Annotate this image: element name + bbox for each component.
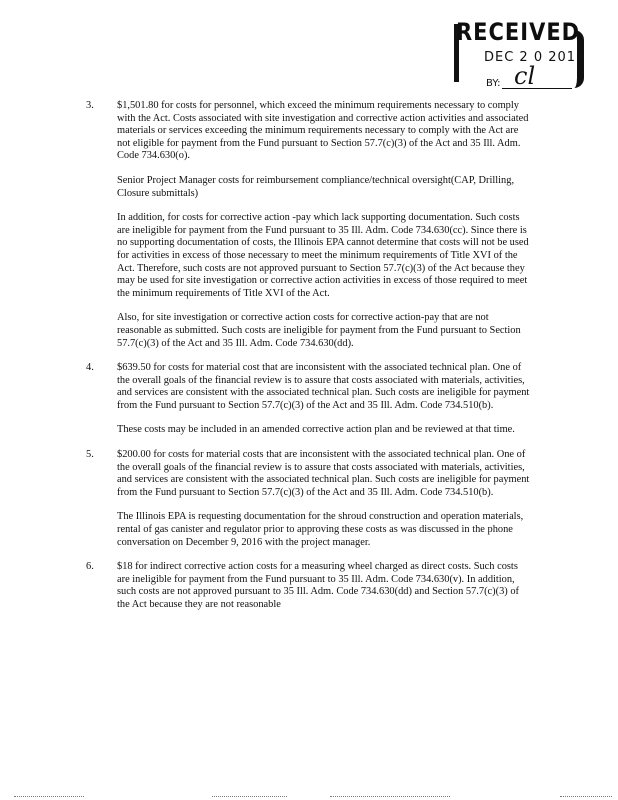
list-item-6 — [86, 561, 530, 611]
stamp-by-label: BY: — [486, 78, 501, 89]
item-number: 5. — [86, 449, 94, 461]
item-paragraph: $18 for indirect corrective action costs for a measuring wheel charged as direct costs. Such costs are ineligible for payment from the Fund pursuant to 35 Ill. Adm. Code 734.630(v). In addition, such costs are not approved pursuant to 35 Ill. Adm. Code 734.630(dd) and Section 57.7(c)(3) of the Act because they are not reasonable — [117, 561, 519, 610]
stamp-bracket-right — [571, 30, 584, 88]
scan-edge-line — [212, 796, 287, 797]
item-paragraph: The Illinois EPA is requesting documentation for the shroud construction and operation materials, rental of gas canister and regulator prior to approving these costs as was discussed in the phone conversation on December 9, 2016 with the project manager. — [117, 511, 524, 548]
item-paragraph: $200.00 for costs for material costs that are inconsistent with the associated technical plan. One of the overall goals of the financial review is to assure that costs associated with materials, activities, and services are consistent with the associated technical plan. Such costs are ineligible for payment from the Fund pursuant to Section 57.7(c)(3) of the Act and 35 Ill. Adm. Code 734.510(b). — [117, 449, 530, 498]
item-number: 3. — [86, 100, 94, 111]
item-paragraph: Senior Project Manager costs for reimbursement compliance/technical oversight(CAP, Drilling, Closure submittals) — [117, 174, 515, 199]
item-number: 6. — [86, 561, 94, 573]
stamp-by-line — [502, 88, 572, 89]
item-paragraph: Also, for site investigation or corrective action costs for corrective action-pay that are not reasonable as submitted. Such costs are ineligible for payment from the Fund pursuant to Section 57.7(c)(3) of the Act and 35 Ill. Adm. Code 734.630(dd). — [117, 312, 521, 349]
item-number: 4. — [86, 362, 94, 374]
item-paragraph: These costs may be included in an amended corrective action plan and be reviewed at that time. — [117, 424, 515, 436]
document-body — [86, 100, 530, 624]
item-paragraph: In addition, for costs for corrective action -pay which lack supporting documentation. Such costs are ineligible for payment from the Fund pursuant to 35 Ill. Adm. Code 734.630(cc). Since there is no supporting documentation of costs, the Illinois EPA cannot determine that costs will not be used for activities in excess of those necessary to meet the minimum requirements of Title XVI of the Act. Therefore, such costs are not approved pursuant to Section 57.7(c)(3) of the Act because they may be used for site investigation or corrective action activities in excess of those required to meet the minimum requirements of Title XVI of the Act. — [117, 212, 529, 299]
scan-edge-line — [330, 796, 450, 797]
scan-edge-line — [14, 796, 84, 797]
list-item-4 — [86, 362, 530, 437]
stamp-initials: cl — [514, 62, 536, 90]
item-paragraph: $639.50 for costs for material cost that are inconsistent with the associated technical plan. One of the overall goals of the financial review is to assure that costs associated with materials, activities, and services are consistent with the associated technical plan. Such costs are ineligible for payment from the Fund pursuant to Section 57.7(c)(3) of the Act and 35 Ill. Adm. Code 734.510(b). — [117, 362, 530, 411]
scan-edge-line — [560, 796, 612, 797]
received-stamp — [450, 18, 590, 100]
item-paragraph: $1,501.80 for costs for personnel, which exceed the minimum requirements necessary to comply with the Act. Costs associated with site investigation and corrective action activities and associated materials or services exceeding the minimum requirements necessary to comply with the Act are not eligible for payment from the Fund pursuant to Section 57.7(c)(3) of the Act and 35 Ill. Adm. Code 734.630(o). — [117, 100, 529, 162]
list-item-5 — [86, 449, 530, 549]
stamp-received-word: RECEIVED — [456, 18, 581, 46]
stamp-date: DEC 2 0 2016 — [484, 50, 586, 65]
list-item-3 — [86, 100, 530, 350]
